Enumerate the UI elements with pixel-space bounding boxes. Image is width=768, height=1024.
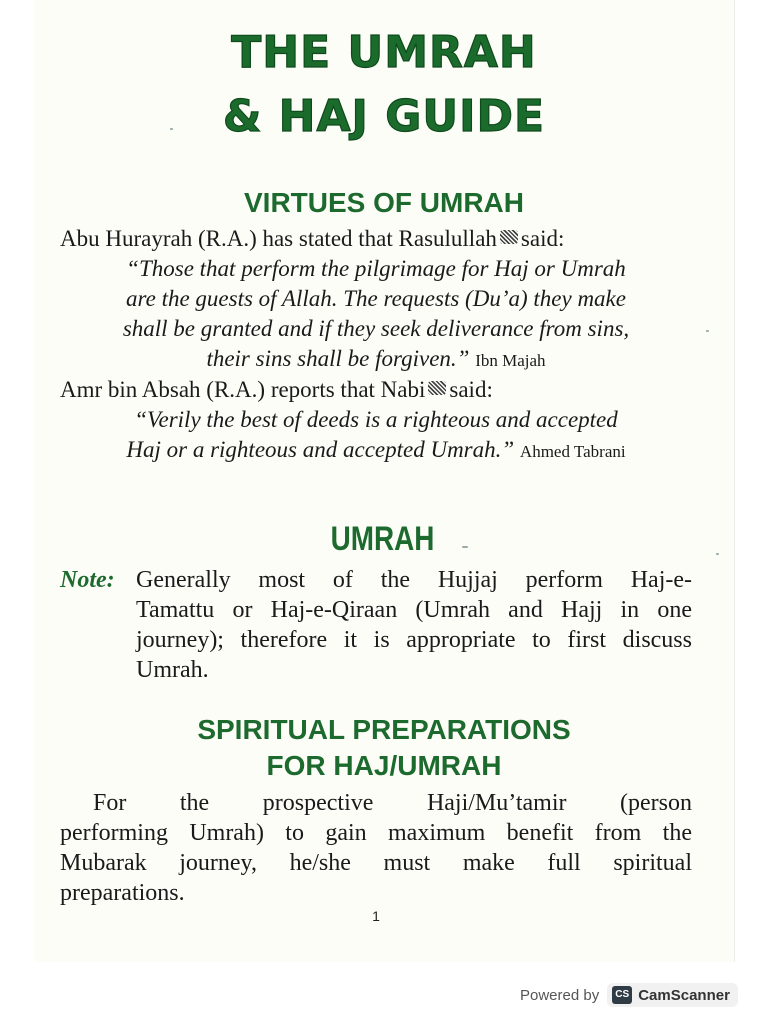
source-ibn-majah: Ibn Majah [475,351,546,370]
note-label: Note: [60,567,115,593]
virtues-quote-line-1: “Those that perform the pilgrimage for Haj or Umrah [126,256,626,281]
powered-by-text: Powered by [520,986,600,1004]
virtues-quote-line-2: are the guests of Allah. The requests (Du’a) they make [126,286,626,311]
note-line-2: Tamattu or Haj-e-Qiraan (Umrah and Hajj in one [136,597,692,623]
main-title-line1: THE UMRAH [231,27,537,78]
virtues-line-2: Amr bin Absah (R.A.) reports that Nabi said: [60,377,493,402]
salutation-glyph-icon [500,230,518,244]
virtues-quote2-line-1: “Verily the best of deeds is a righteous and accepted [134,407,618,432]
main-title-line2: & HAJ GUIDE [222,91,546,142]
source-ahmed-tabrani: Ahmed Tabrani [519,442,626,461]
spiritual-line-4: preparations. [60,880,185,906]
virtues-quote-line-4: their sins shall be forgiven.” Ibn Majah [206,346,546,371]
note-line-3: journey); therefore it is appropriate to first discuss [136,627,692,653]
virtues-quote-line-3: shall be granted and if they seek deliverance from sins, [122,316,630,341]
camscanner-logo-icon: CS [612,986,632,1004]
heading-for-haj-umrah: FOR HAJ/UMRAH [266,750,502,781]
camscanner-badge [607,983,738,1007]
virtues-line-1: Abu Hurayrah (R.A.) has stated that Rasulullah said: [60,226,565,251]
spiritual-line-2: performing Umrah) to gain maximum benefit from the [60,820,692,846]
scan-speck [716,553,719,555]
note-line-1: Generally most of the Hujjaj perform Haj-e- [136,567,692,593]
scan-speck [462,546,468,548]
spiritual-line-3: Mubarak journey, he/she must make full spiritual [60,850,692,876]
salutation-glyph-icon [428,381,446,395]
heading-spiritual-preparations: SPIRITUAL PREPARATIONS [197,714,571,745]
note-line-4: Umrah. [136,657,209,683]
camscanner-brand: CamScanner [638,986,730,1004]
scan-speck [170,128,173,130]
heading-virtues-of-umrah: VIRTUES OF UMRAH [244,187,524,218]
camscanner-watermark [520,980,738,1010]
spiritual-line-1: For the prospective Haji/Mu’tamir (person [93,790,692,816]
virtues-quote2-line-2: Haj or a righteous and accepted Umrah.” Ahmed Tabrani [126,437,626,462]
scan-speck [706,330,709,332]
page-number: 1 [372,908,380,924]
heading-umrah: UMRAH [330,520,435,558]
